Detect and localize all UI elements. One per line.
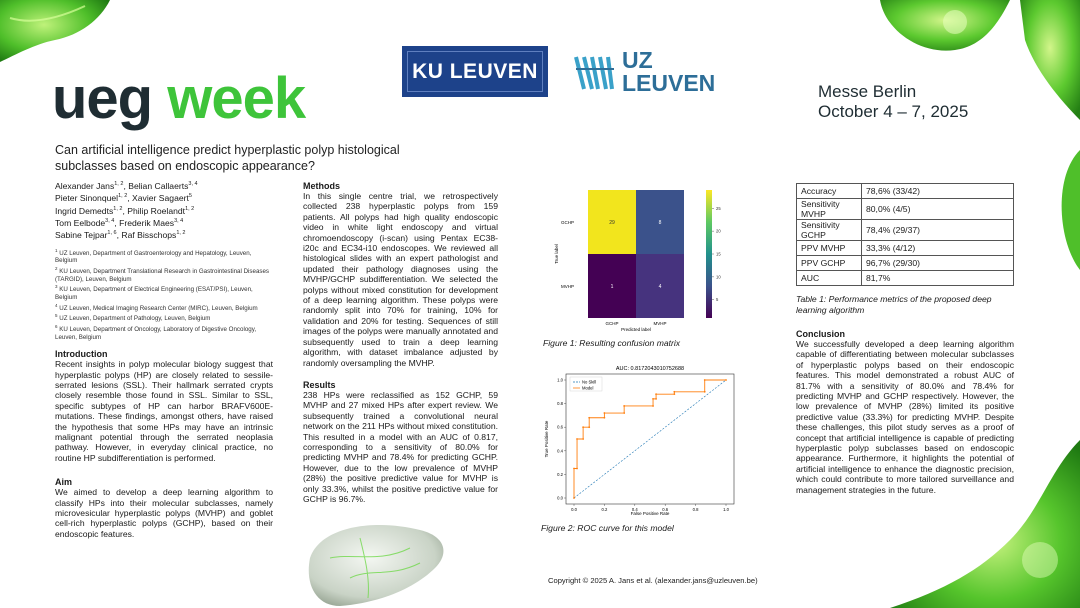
roc-x-tick-label: 0.6 bbox=[662, 507, 669, 512]
author-name: Alexander Jans$^{1, 2}$ bbox=[55, 180, 124, 191]
column-middle bbox=[303, 181, 498, 504]
author-affiliation-marker: 3, 4 bbox=[174, 218, 184, 225]
roc-point bbox=[623, 405, 625, 407]
metric-value: 80,0% (4/5) bbox=[862, 199, 1014, 220]
author-affiliation-marker: 1, 2 bbox=[176, 230, 186, 237]
ueg-week-logo bbox=[52, 66, 306, 131]
affiliation-item: $^5$ UZ Leuven, Department of Pathology, Leuven, Belgium bbox=[55, 313, 211, 323]
roc-title: AUC: 0.8172043010752688 bbox=[615, 366, 685, 372]
roc-point bbox=[652, 398, 654, 400]
metrics-row bbox=[797, 256, 1014, 271]
author-affiliation-marker: 3, 4 bbox=[105, 218, 115, 225]
metrics-row bbox=[797, 184, 1014, 199]
aim-heading: Aim bbox=[55, 477, 73, 488]
cm-colorbar-tick-label: 20 bbox=[716, 228, 721, 234]
roc-point bbox=[655, 393, 657, 395]
affiliation-item: $^4$ UZ Leuven, Medical Imaging Research Center (MIRC), Leuven, Belgium bbox=[55, 302, 258, 312]
event-dates: October 4 – 7, 2025 bbox=[818, 102, 969, 121]
author-name: Pieter Sinonquel$^{1, 2}$ bbox=[55, 193, 128, 204]
metrics-row bbox=[797, 199, 1014, 220]
roc-point bbox=[623, 412, 625, 414]
author-affiliation-marker: 1, 2 bbox=[185, 205, 195, 212]
column-left bbox=[55, 179, 273, 539]
cm-colorbar-tick-label: 15 bbox=[716, 251, 721, 257]
cm-colorbar-tick-label: 5 bbox=[716, 297, 719, 303]
metric-value: 81,7% bbox=[862, 271, 1014, 286]
metrics-row bbox=[797, 271, 1014, 286]
roc-y-tick-label: 0.8 bbox=[557, 401, 563, 407]
roc-point bbox=[576, 468, 578, 470]
logo-ueg-text: ueg bbox=[52, 66, 153, 131]
metric-label: Accuracy bbox=[797, 184, 862, 199]
roc-legend-label: No Skill bbox=[582, 379, 597, 385]
cm-row-label-1: MVHP bbox=[560, 284, 574, 289]
author-affiliation-marker: 5 bbox=[188, 193, 192, 200]
methods-text: In this single centre trial, we retrospectively collected 238 hyperplastic polyps from 159 patients. All polyps had high quality endoscopic video in white light endoscopy and virtual chromoendoscopy (i-scan) using Pentax EC38-i20c and EC34-i10 endoscopes. We reviewed all histological slides with an expert pathologist and updated their pathology diagnoses using the MVHP/GCHP subdifferentiation. We selected the polyps without mixed constitution for development of a deep learning algorithm. These polyps were randomly split into 70% for training, 10% for validation and 20% for testing. Sequences of still images of the polyps were manually annotated and subsequently used to train a deep learning algorithm, with dataset imbalance adjusted by randomly oversampling the MVHP. bbox=[303, 191, 498, 368]
metric-label: AUC bbox=[797, 271, 862, 286]
roc-point bbox=[604, 412, 606, 414]
cm-col-label-1: MVHP bbox=[653, 321, 667, 326]
author-name: Raf Bisschops$^{1, 2}$ bbox=[121, 230, 186, 241]
author-affiliation-marker: 1, 2 bbox=[113, 205, 123, 212]
author-name: Philip Roelandt$^{1, 2}$ bbox=[127, 205, 195, 216]
cm-value-1-1: 4 bbox=[658, 284, 662, 290]
metric-label: Sensitivity MVHP bbox=[797, 199, 862, 220]
author-affiliation-marker: 1, 2 bbox=[118, 193, 128, 200]
roc-y-tick-label: 0.4 bbox=[557, 448, 563, 454]
roc-point bbox=[573, 497, 575, 499]
affiliation-item: $^2$ KU Leuven, Department Translational Research in Gastrointestinal Diseases (TARGID), Leuven, Belgium bbox=[55, 266, 270, 283]
decorative-polyp-right-edge bbox=[1040, 150, 1080, 270]
affiliation-item: $^6$ KU Leuven, Department of Oncology, Laboratory of Digestive Oncology, Leuven, Belgium bbox=[55, 323, 257, 341]
aim-text: We aimed to develop a deep learning algorithm to classify HPs into their molecular subclasses, namely microvesicular hyperplastic polyps (MVHP) and goblet cell-rich hyperplastic polyps (GCHP), based on their endoscopic features. bbox=[55, 487, 273, 539]
roc-x-tick-label: 0.8 bbox=[692, 507, 699, 512]
methods-section bbox=[303, 181, 498, 368]
roc-point bbox=[582, 426, 584, 428]
roc-ylabel: True Positive Rate bbox=[544, 420, 549, 458]
cm-colorbar-tick-label: 25 bbox=[716, 205, 721, 211]
roc-point bbox=[576, 438, 578, 440]
confusion-matrix-figure bbox=[548, 186, 728, 332]
roc-xlabel: False Positive Rate bbox=[630, 511, 670, 516]
decorative-polyp-top-left bbox=[0, 0, 120, 70]
author-affiliation-marker: 1, 6 bbox=[107, 230, 117, 237]
author-name: Xavier Sagaert$^5$ bbox=[132, 193, 192, 204]
logo-week-text: week bbox=[167, 66, 306, 131]
metric-label: Sensitivity GCHP bbox=[797, 220, 862, 241]
author-name: Frederik Maes$^{3, 4}$ bbox=[119, 217, 184, 228]
metric-value: 78,4% (29/37) bbox=[862, 220, 1014, 241]
metric-value: 33,3% (4/12) bbox=[862, 241, 1014, 256]
roc-point bbox=[573, 468, 575, 470]
roc-point bbox=[604, 417, 606, 419]
metrics-table bbox=[796, 183, 1014, 286]
roc-point bbox=[704, 379, 706, 381]
roc-point bbox=[652, 405, 654, 407]
roc-x-tick-label: 0.2 bbox=[601, 507, 608, 512]
roc-point bbox=[582, 438, 584, 440]
roc-point bbox=[673, 391, 675, 393]
venue-block bbox=[818, 82, 968, 122]
author-list: Alexander Jans$^{1, 2}$, Belian Callaerts$^{3, 4}$ Pieter Sinonquel$^{1, 2}$, Xavier Sagaert$^5$ Ingrid Demedts$^{1, 2}$, Philip Roelandt$^{1, 2}$ Tom Eelbode$^{3, 4}$, Frederik Maes$^{3, 4}$ Sabine Tejpar$^{1, 6}$, Raf Bisschops$^{1, 2}$ bbox=[55, 180, 198, 241]
aim-section bbox=[55, 477, 273, 539]
roc-point bbox=[725, 379, 727, 381]
conclusion-text: We successfully developed a deep learning algorithm capable of differentiating between molecular subclasses of hyperplastic polyps based on their endoscopic features. This model demonstrated a robust AUC of 81.7% with a sensitivity of 80.0% and 78.4% for predicting MVHP and GCHP respectively. However, the low prevalence of MVHP (28%) limited its positive predictive value (33.3%) for predicting MVHP. Despite these challenges, this pilot study serves as a proof of concept that artificial intelligence is capable of predicting hyperplastic polyp subclasses based on endoscopic appearance. Furthermore, it highlights the potential of artificial intelligence to enhance the diagnostic precision, which could contribute to more tailored surveillance and management strategies in the future. bbox=[796, 339, 1014, 495]
poster-title: Can artificial intelligence predict hyperplastic polyp histological subclasses based on endoscopic appearance? bbox=[55, 143, 400, 173]
author-name: Belian Callaerts$^{3, 4}$ bbox=[128, 180, 198, 191]
cm-colorbar-tick-label: 10 bbox=[716, 274, 721, 280]
metric-label: PPV GCHP bbox=[797, 256, 862, 271]
results-heading: Results bbox=[303, 379, 336, 390]
ku-leuven-logo-text: KU LEUVEN bbox=[412, 59, 538, 83]
results-section bbox=[303, 380, 498, 504]
roc-point bbox=[655, 398, 657, 400]
author-name: Sabine Tejpar$^{1, 6}$ bbox=[55, 230, 117, 241]
roc-curve-chart bbox=[540, 358, 740, 518]
cm-ylabel: True label bbox=[554, 244, 559, 264]
uz-logo-line1: UZ bbox=[622, 47, 653, 73]
roc-y-tick-label: 0.2 bbox=[557, 471, 563, 477]
roc-x-tick-label: 0.0 bbox=[571, 507, 577, 512]
roc-x-tick-label: 1.0 bbox=[723, 507, 729, 512]
uz-logo-line2: LEUVEN bbox=[622, 70, 716, 96]
results-text: 238 HPs were reclassified as 152 GCHP, 59 MVHP and 27 mixed HPs after expert review. We subsequently trained a convolutional neural network on the 211 HPs without mixed constitution. This resulted in a model with an AUC of 0.817, corresponding to a sensitivity of 80.0% for predicting MVHP and 78.4% for predicting GCHP. However, due to the low prevalence of MVHP (28%) the positive predictive value for MVHP is only 33.3%, whilst the positive predictive value for GCHP is 96.7%. bbox=[303, 389, 498, 504]
author-affiliation-marker: 3, 4 bbox=[188, 181, 198, 187]
author-name: Tom Eelbode$^{3, 4}$ bbox=[55, 217, 115, 228]
figure1-caption: Figure 1: Resulting confusion matrix bbox=[543, 338, 681, 348]
affiliation-item: $^3$ KU Leuven, Department of Electrical Engineering (ESAT/PSI), Leuven, Belgium bbox=[55, 284, 253, 301]
cm-value-1-0: 1 bbox=[610, 284, 614, 290]
copyright-notice: Copyright © 2025 A. Jans et al. (alexander.jans@uzleuven.be) bbox=[548, 576, 758, 585]
metric-value: 78,6% (33/42) bbox=[862, 184, 1014, 199]
cm-value-0-1: 8 bbox=[658, 220, 662, 226]
introduction-text: Recent insights in polyp molecular biology suggest that hyperplastic polyps (HP) are closely related to sessile-serrated lesions (SSL). Their hallmark serrated crypts closely resemble those found in SSL. Similar to SSL, specific subtypes of HP can harbor BRAFV600E-mutations. These findings, amongst others, have raised the hypothesis that some HPs may have an intrinsic malignant potential through the serrated neoplasia pathway. However, in everyday clinical practice, no routine HP subdifferentiation is performed. bbox=[55, 359, 273, 463]
ku-leuven-logo bbox=[402, 46, 548, 97]
cm-colorbar-ticks bbox=[712, 206, 721, 302]
metric-value: 96,7% (29/30) bbox=[862, 256, 1014, 271]
metric-label: PPV MVHP bbox=[797, 241, 862, 256]
cm-row-label-0: GCHP bbox=[560, 220, 574, 225]
cm-col-label-0: GCHP bbox=[605, 321, 619, 326]
affiliation-item: $^1$ UZ Leuven, Department of Gastroenterology and Hepatology, Leuven, Belgium bbox=[55, 247, 252, 265]
cm-xlabel: Predicted label bbox=[621, 327, 651, 332]
roc-y-tick-label: 0.0 bbox=[557, 495, 563, 501]
roc-point bbox=[588, 417, 590, 419]
cm-value-0-0: 29 bbox=[609, 220, 615, 226]
metrics-row bbox=[797, 220, 1014, 241]
uz-leuven-emblem-icon bbox=[572, 49, 618, 95]
author-name: Ingrid Demedts$^{1, 2}$ bbox=[55, 205, 123, 216]
roc-point bbox=[673, 393, 675, 395]
roc-point bbox=[704, 391, 706, 393]
uz-leuven-logo bbox=[570, 47, 718, 97]
table1-caption: Table 1: Performance metrics of the proposed deep learning algorithm bbox=[796, 294, 992, 315]
roc-y-tick-label: 1.0 bbox=[557, 377, 563, 383]
roc-x-tick-label: 0.4 bbox=[631, 507, 638, 512]
conclusion-section bbox=[796, 329, 1014, 495]
cm-colorbar bbox=[706, 190, 712, 318]
figure2-caption: Figure 2: ROC curve for this model bbox=[541, 523, 674, 533]
roc-legend-label: Model bbox=[582, 385, 594, 391]
roc-y-tick-label: 0.6 bbox=[557, 424, 563, 430]
affiliation-list bbox=[55, 247, 273, 341]
roc-point bbox=[588, 426, 590, 428]
introduction-section bbox=[55, 349, 273, 463]
author-affiliation-marker: 1, 2 bbox=[114, 181, 124, 187]
methods-heading: Methods bbox=[303, 181, 340, 191]
venue-name: Messe Berlin bbox=[818, 82, 917, 101]
decorative-liver-illustration bbox=[300, 518, 450, 608]
introduction-heading: Introduction bbox=[55, 349, 108, 360]
metrics-row bbox=[797, 241, 1014, 256]
conclusion-heading: Conclusion bbox=[796, 329, 845, 339]
